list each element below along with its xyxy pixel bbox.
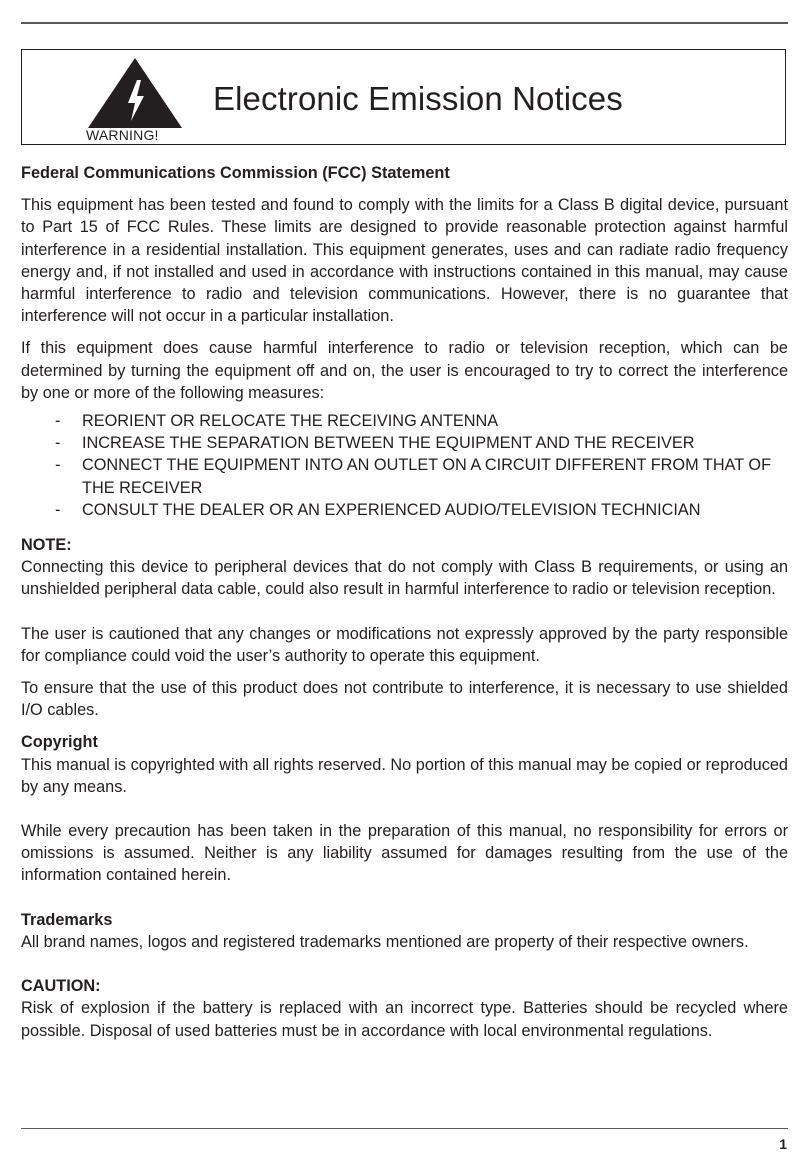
measure-text: REORIENT OR RELOCATE THE RECEIVING ANTENNA [82,412,499,431]
lightning-warning-triangle-icon [88,58,182,128]
list-item [21,499,788,521]
note-paragraph-1: Connecting this device to peripheral devices that do not comply with Class B requirements, or using an unshielded peripheral data cable, could also result in harmful interference to radio or television reception. [21,558,788,599]
page-title: Electronic Emission Notices [213,80,623,117]
list-bullet: - [55,500,61,519]
note-heading: NOTE: [21,536,72,555]
list-bullet: - [55,412,61,431]
bottom-rule [21,1128,788,1129]
fcc-paragraph-1: This equipment has been tested and found to comply with the limits for a Class B digital device, pursuant to Part 15 of FCC Rules. These limits are designed to provide reasonable protection against harmful interference in a residential installation. This equipment generates, uses and can radiate radio frequency energy and, if not installed and used in accordance with instructions contained in this manual, may cause harmful interference to radio and television communications. However, there is no guarantee that interference will not occur in a particular installation. [21,196,788,326]
trademarks-paragraph: All brand names, logos and registered trademarks mentioned are property of their respective owners. [21,932,749,951]
list-item [21,410,788,432]
list-item [21,432,788,454]
fcc-paragraph-2: If this equipment does cause harmful interference to radio or television reception, which can be determined by turning the equipment off and on, the user is encouraged to try to correct the interference by one or more of the following measures: [21,339,788,402]
copyright-paragraph-1: This manual is copyrighted with all rights reserved. No portion of this manual may be copied or reproduced by any means. [21,755,788,796]
header-box [21,49,786,145]
trademarks-heading: Trademarks [21,910,113,929]
list-item [21,454,788,498]
list-bullet: - [55,434,61,453]
list-bullet: - [55,456,61,475]
measure-text: CONNECT THE EQUIPMENT INTO AN OUTLET ON A CIRCUIT DIFFERENT FROM THAT OF THE RECEIVER [82,456,772,497]
fcc-heading: Federal Communications Commission (FCC) Statement [21,164,450,182]
caution-paragraph: Risk of explosion if the battery is replaced with an incorrect type. Batteries should be recycled where possible. Disposal of used batteries must be in accordance with local environmental regulations. [21,999,788,1040]
note-paragraph-2: The user is cautioned that any changes or modifications not expressly approved by the party responsible for compliance could void the user’s authority to operate this equipment. [21,624,788,665]
measures-list [21,410,788,521]
caution-heading: CAUTION: [21,977,101,996]
document-body [21,162,788,1042]
measure-text: CONSULT THE DEALER OR AN EXPERIENCED AUDIO/TELEVISION TECHNICIAN [82,500,701,519]
warning-label: WARNING! [86,127,159,143]
copyright-paragraph-2: While every precaution has been taken in the preparation of this manual, no responsibility for errors or omissions is assumed. Neither is any liability assumed for damages resulting from the use of the information contained herein. [21,822,788,885]
copyright-heading: Copyright [21,733,98,752]
page-number: 1 [779,1136,787,1152]
note-paragraph-3: To ensure that the use of this product does not contribute to interference, it is necessary to use shielded I/O cables. [21,679,788,720]
top-rule [21,22,788,24]
measure-text: INCREASE THE SEPARATION BETWEEN THE EQUIPMENT AND THE RECEIVER [82,434,695,453]
